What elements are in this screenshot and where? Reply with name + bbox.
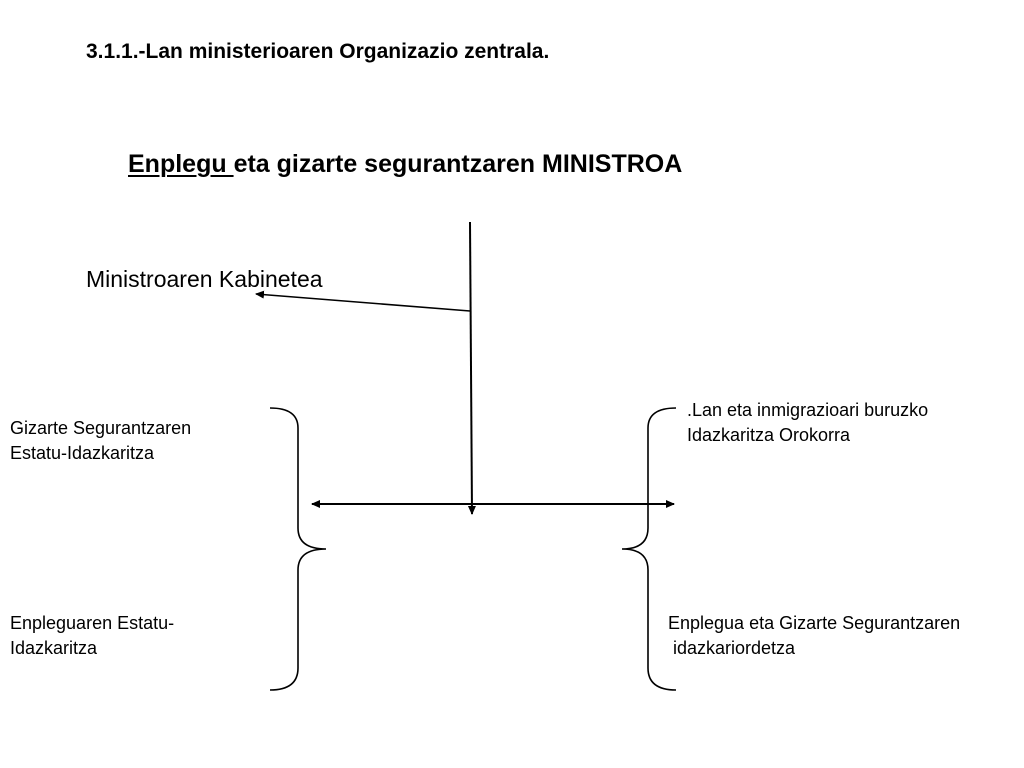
node-labour-immigration-secretariat (687, 398, 928, 448)
node-line: Enpleguaren Estatu- (10, 613, 175, 633)
vertical-trunk-line (470, 222, 472, 514)
cabinet-label: Ministroaren Kabinetea (86, 266, 323, 292)
node-line: .Lan eta inmigrazioari buruzko (687, 400, 929, 420)
node-line: Idazkaritza (10, 638, 98, 658)
node-line: Enplegua eta Gizarte Segurantzaren (668, 613, 961, 633)
cabinet-arrow (256, 294, 470, 311)
minister-title (128, 150, 682, 179)
minister-title-underlined: Enplegu (128, 150, 234, 178)
node-line: Gizarte Segurantzaren (10, 418, 192, 438)
section-title: 3.1.1.-Lan ministerioaren Organizazio zentrala. (86, 40, 550, 63)
minister-title-rest: eta gizarte segurantzaren MINISTROA (233, 150, 683, 178)
node-employment-secretariat (10, 611, 174, 661)
node-employment-social-security-undersecretariat (668, 611, 960, 661)
node-social-security-secretariat (10, 416, 191, 466)
node-line: idazkariordetza (668, 638, 796, 658)
left-curly-brace (270, 408, 326, 690)
node-line: Idazkaritza Orokorra (687, 425, 851, 445)
node-line: Estatu-Idazkaritza (10, 443, 155, 463)
